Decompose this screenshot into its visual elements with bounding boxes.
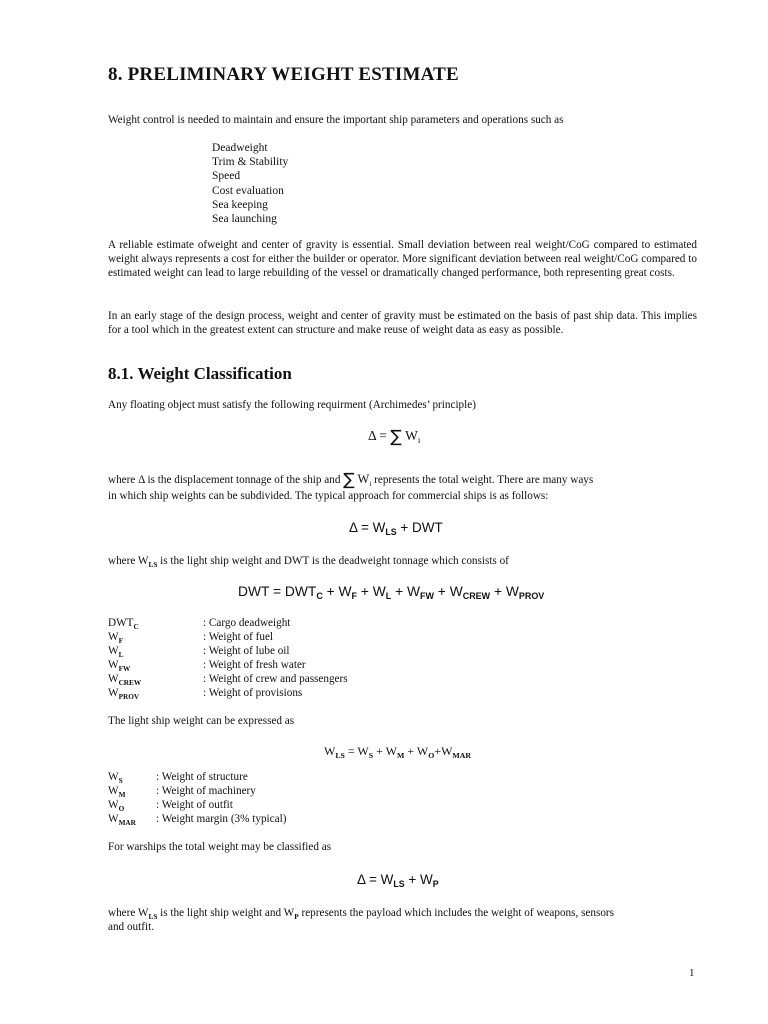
eq1-sub: i: [417, 435, 421, 445]
eq5-lhs: Δ = W: [357, 872, 394, 887]
where1-wsub: i: [369, 480, 372, 488]
where1-b: represents the total weight. There are many ways: [371, 474, 594, 486]
definition-description: : Weight of structure: [156, 771, 248, 783]
where-displacement-line2: in which ship weights can be subdivided. The typical approach for commercial ships is as follows:: [108, 490, 549, 502]
where-payload-line2: and outfit.: [108, 921, 154, 933]
eq4-s5: MAR: [452, 751, 472, 760]
definition-symbol: W: [108, 673, 119, 685]
list-item: Trim & Stability: [212, 156, 289, 169]
definition-subscript: FW: [118, 665, 131, 673]
definition-symbol: W: [108, 799, 119, 811]
eq4-s3: M: [397, 751, 405, 760]
definition-subscript: M: [118, 791, 126, 799]
definition-symbol: W: [108, 813, 119, 825]
where-payload-text: [108, 907, 614, 921]
definition-symbol: W: [108, 659, 119, 671]
definition-description: : Weight margin (3% typical): [156, 813, 287, 825]
definition-subscript: PROV: [118, 693, 140, 701]
definition-description: : Weight of machinery: [156, 785, 256, 797]
eq1-rhs: W: [405, 428, 418, 443]
where3-b: is the light ship weight and W: [157, 907, 295, 919]
definition-symbol: W: [108, 631, 119, 643]
summation-icon: ∑: [390, 427, 402, 447]
where2-a: where W: [108, 555, 149, 567]
where3-a: where W: [108, 907, 149, 919]
paragraph-reliable-estimate: A reliable estimate ofweight and center of gravity is essential. Small deviation between real weight/CoG compared to estimated weight always represents a cost for either the builder or operator. More significant deviation between real weight/CoG compared to estimated weight can lead to large rebuilding of the vessel or dramatically changed performance, both representing great costs.: [108, 239, 697, 280]
eq3-crew: CREW: [462, 591, 491, 601]
paragraph-early-stage: In an early stage of the design process, weight and center of gravity must be estimated on the basis of past ship data. This implies for a tool which in the greatest extent can structure and make reuse of weight data as easy as possible.: [108, 310, 697, 337]
eq3-f: F: [351, 591, 358, 601]
where3-c: represents the payload which includes the weight of weapons, sensors: [298, 907, 615, 919]
list-item: Sea launching: [212, 213, 277, 226]
list-item: Sea keeping: [212, 198, 268, 211]
eq4-p1: + W: [373, 744, 397, 758]
definition-description: : Weight of crew and passengers: [203, 673, 348, 685]
eq2-sub: LS: [385, 527, 397, 537]
lightship-intro-text: The light ship weight can be expressed as: [108, 715, 295, 727]
eq3-c: C: [316, 591, 323, 601]
definition-subscript: O: [118, 805, 125, 813]
eq5-sub: LS: [393, 879, 405, 889]
eq4-s1: LS: [335, 751, 345, 760]
definition-description: : Weight of outfit: [156, 799, 233, 811]
intro-text: Weight control is needed to maintain and ensure the important ship parameters and operations such as: [108, 114, 564, 126]
definition-description: : Weight of provisions: [203, 687, 303, 699]
definition-subscript: L: [118, 651, 124, 659]
definition-description: : Weight of fuel: [203, 631, 274, 643]
equation-displacement-lightship-dwt: [349, 520, 443, 537]
definition-subscript: CREW: [118, 679, 142, 687]
definition-subscript: C: [133, 623, 139, 631]
eq4-s4: O: [428, 751, 435, 760]
definition-symbol: DWT: [108, 617, 134, 629]
page-number: 1: [689, 967, 695, 979]
list-item: Speed: [212, 170, 241, 183]
where3-sub2: P: [294, 913, 299, 921]
eq1-lhs: Δ =: [368, 428, 391, 443]
eq5-sub2: P: [432, 879, 439, 889]
eq3-wprov: + W: [490, 584, 519, 599]
summation-icon: ∑: [343, 470, 355, 490]
where3-sub: LS: [148, 913, 158, 921]
eq5-mid: + W: [404, 872, 433, 887]
definition-description: : Weight of lube oil: [203, 645, 290, 657]
eq3-fw: FW: [420, 591, 434, 601]
eq3-wcrew: + W: [433, 584, 463, 599]
equation-displacement-sum: [368, 427, 420, 447]
definition-symbol: W: [108, 771, 119, 783]
equation-warship: [357, 872, 439, 889]
definition-symbol: W: [108, 687, 119, 699]
warship-intro-text: For warships the total weight may be classified as: [108, 841, 332, 853]
section-title: 8. PRELIMINARY WEIGHT ESTIMATE: [108, 64, 459, 85]
eq4-eq: = W: [344, 744, 369, 758]
where1-w: W: [357, 472, 370, 486]
list-item: Deadweight: [212, 142, 268, 154]
definition-symbol: W: [108, 645, 119, 657]
parameter-list: [212, 141, 288, 226]
where-displacement-text: [108, 470, 593, 490]
archimedes-text: Any floating object must satisfy the following requirment (Archimedes’ principle): [108, 399, 476, 411]
eq4-p2: + W: [404, 744, 429, 758]
eq4-p3: +W: [434, 744, 453, 758]
eq3-prov: PROV: [518, 591, 545, 601]
eq3-wl: + W: [357, 584, 386, 599]
subsection-title: 8.1. Weight Classification: [108, 364, 292, 383]
where2-b: is the light ship weight and DWT is the deadweight tonnage which consists of: [157, 555, 509, 567]
definition-subscript: S: [118, 777, 123, 785]
where1-a: where Δ is the displacement tonnage of the ship and: [108, 474, 344, 486]
equation-deadweight: [238, 584, 544, 601]
eq2-rhs: + DWT: [396, 520, 443, 535]
eq4-s2: S: [368, 751, 374, 760]
definition-subscript: MAR: [118, 819, 136, 827]
definition-description: : Cargo deadweight: [203, 617, 291, 629]
eq4-w1: W: [324, 744, 336, 758]
definition-description: : Weight of fresh water: [203, 659, 306, 671]
eq3-l: L: [385, 591, 392, 601]
eq3-wfw: + W: [391, 584, 421, 599]
eq2-lhs: Δ = W: [349, 520, 386, 535]
eq3-dwt: DWT = DWT: [238, 584, 317, 599]
equation-lightship: [324, 744, 471, 760]
definition-symbol: W: [108, 785, 119, 797]
eq3-wf: + W: [322, 584, 352, 599]
where2-sub: LS: [148, 561, 158, 569]
definition-subscript: F: [118, 637, 124, 645]
list-item: Cost evaluation: [212, 184, 284, 197]
where-lightship-text: [108, 555, 509, 569]
